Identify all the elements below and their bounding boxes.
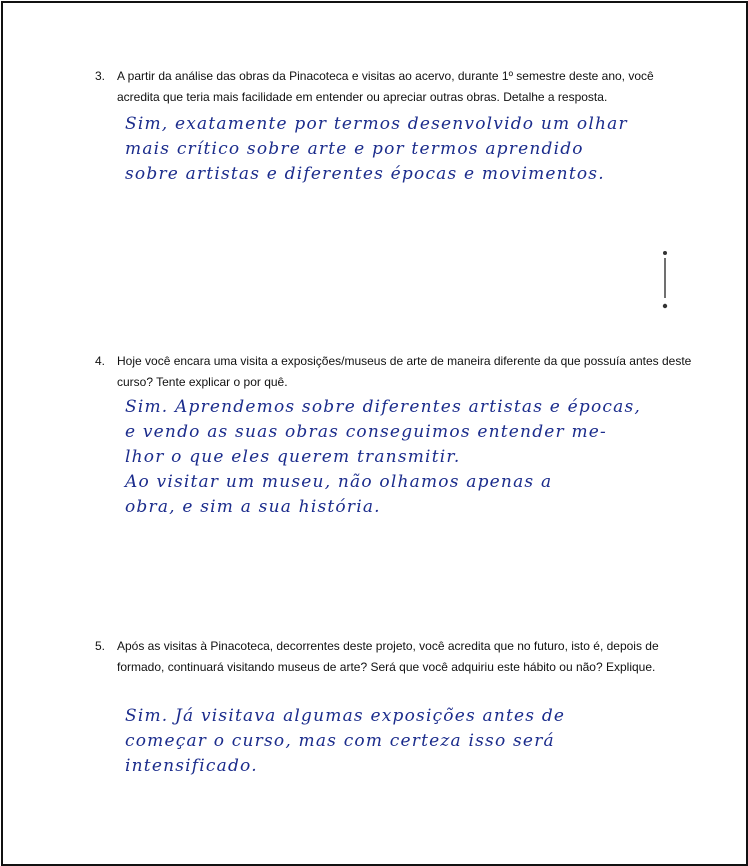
answer-5-line: começar o curso, mas com certeza isso será xyxy=(125,731,555,751)
answer-4-line: Sim. Aprendemos sobre diferentes artistas e épocas, xyxy=(125,397,641,417)
answer-3-line: mais crítico sobre arte e por termos aprendido xyxy=(125,139,584,159)
question-3-text: A partir da análise das obras da Pinacoteca e visitas ao acervo, durante 1º semestre deste ano, você acredita que teria mais facilidade em entender ou apreciar outras obras. Detalhe a resposta. xyxy=(117,69,654,104)
answer-3-line: Sim, exatamente por termos desenvolvido um olhar xyxy=(125,114,628,134)
margin-pen-mark xyxy=(662,250,668,310)
answer-3-line: sobre artistas e diferentes épocas e movimentos. xyxy=(125,164,605,184)
question-3 xyxy=(95,66,695,108)
question-4 xyxy=(95,351,695,393)
question-4-number: 4. xyxy=(95,354,106,368)
answer-4-line: Ao visitar um museu, não olhamos apenas a xyxy=(125,472,553,492)
question-5-text: Após as visitas à Pinacoteca, decorrentes deste projeto, você acredita que no futuro, isto é, depois de formado, continuará visitando museus de arte? Será que você adquiriu este hábito ou não? Explique. xyxy=(117,639,659,674)
question-5 xyxy=(95,636,695,678)
answer-4 xyxy=(125,395,641,520)
question-3-number: 3. xyxy=(95,69,106,83)
answer-5-line: intensificado. xyxy=(125,756,258,776)
answer-5-line: Sim. Já visitava algumas exposições antes de xyxy=(125,706,566,726)
question-5-number: 5. xyxy=(95,639,106,653)
answer-4-line: lhor o que eles querem transmitir. xyxy=(125,447,461,467)
question-4-text: Hoje você encara uma visita a exposições/museus de arte de maneira diferente da que possuía antes deste curso? Tente explicar o por quê. xyxy=(117,354,692,389)
answer-4-line: e vendo as suas obras conseguimos entender me- xyxy=(125,422,607,442)
answer-4-line: obra, e sim a sua história. xyxy=(125,497,381,517)
answer-5 xyxy=(125,704,565,779)
answer-3 xyxy=(125,112,628,187)
